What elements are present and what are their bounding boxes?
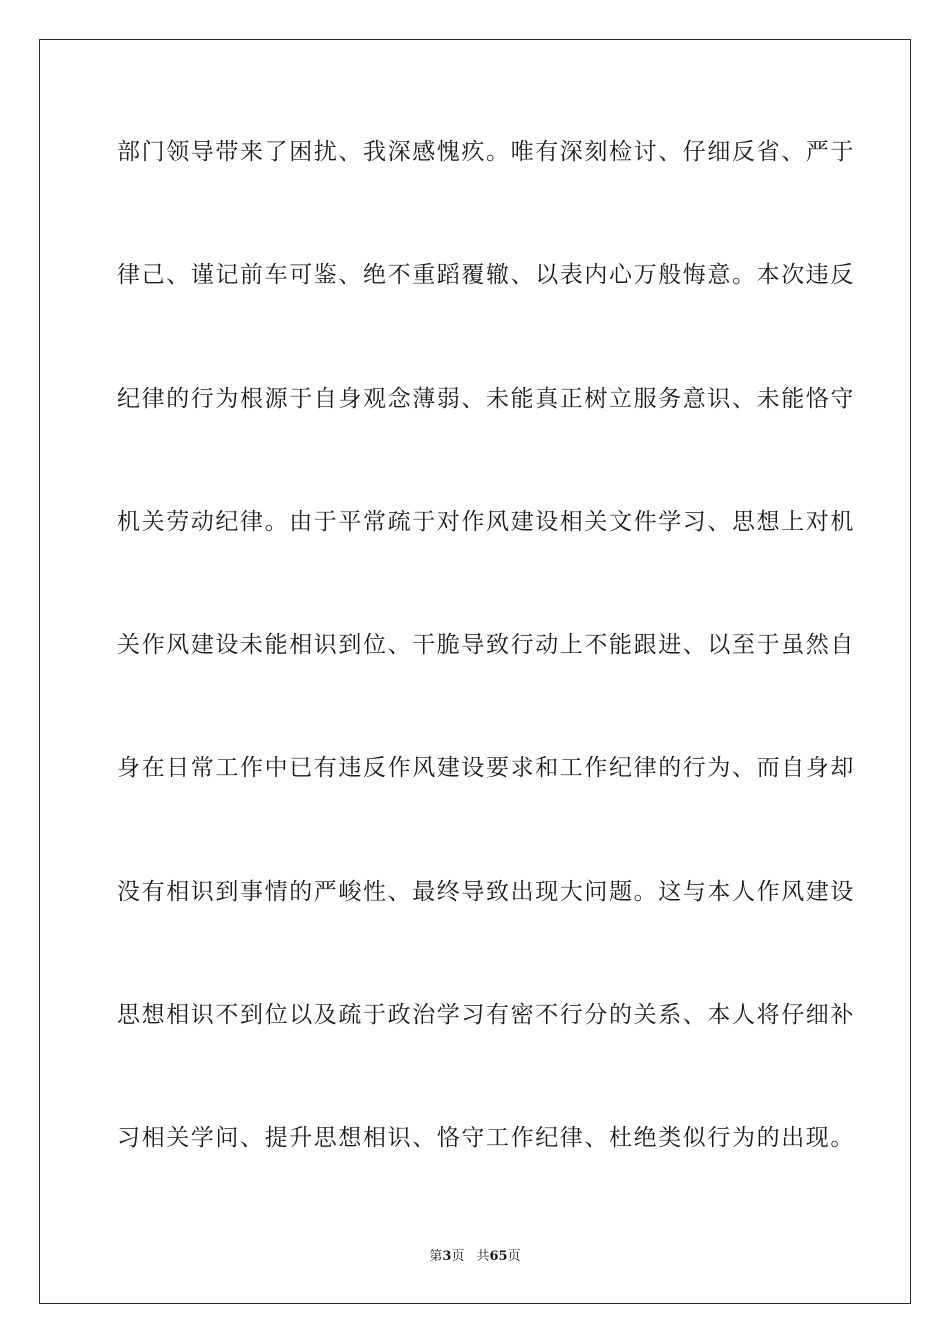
text-line: 机关劳动纪律。由于平常疏于对作风建设相关文件学习、思想上对机 <box>117 508 855 535</box>
text-line: 习相关学问、提升思想相识、恪守工作纪律、杜绝类似行为的出现。 <box>117 1125 855 1152</box>
text-line: 纪律的行为根源于自身观念薄弱、未能真正树立服务意识、未能恪守 <box>117 385 855 412</box>
total-prefix: 共 <box>476 1249 490 1264</box>
text-line: 部门领导带来了困扰、我深感愧疚。唯有深刻检讨、仔细反省、严于 <box>117 139 855 165</box>
document-body <box>117 128 855 1238</box>
total-pages: 65 <box>489 1249 508 1264</box>
page-suffix: 页 <box>451 1249 465 1264</box>
page-prefix: 第 <box>429 1249 443 1264</box>
text-line: 律己、谨记前车可鉴、绝不重蹈覆辙、以表内心万般悔意。本次违反 <box>117 262 855 289</box>
text-line: 关作风建设未能相识到位、干脆导致行动上不能跟进、以至于虽然自 <box>117 632 855 659</box>
text-line: 身在日常工作中已有违反作风建设要求和工作纪律的行为、而自身却 <box>117 755 855 782</box>
page-number: 3 <box>442 1249 452 1264</box>
text-line: 没有相识到事情的严峻性、最终导致出现大问题。这与本人作风建设 <box>117 878 855 905</box>
page-footer <box>0 1245 950 1264</box>
total-suffix: 页 <box>507 1249 521 1264</box>
text-line: 思想相识不到位以及疏于政治学习有密不行分的关系、本人将仔细补 <box>117 1002 855 1029</box>
